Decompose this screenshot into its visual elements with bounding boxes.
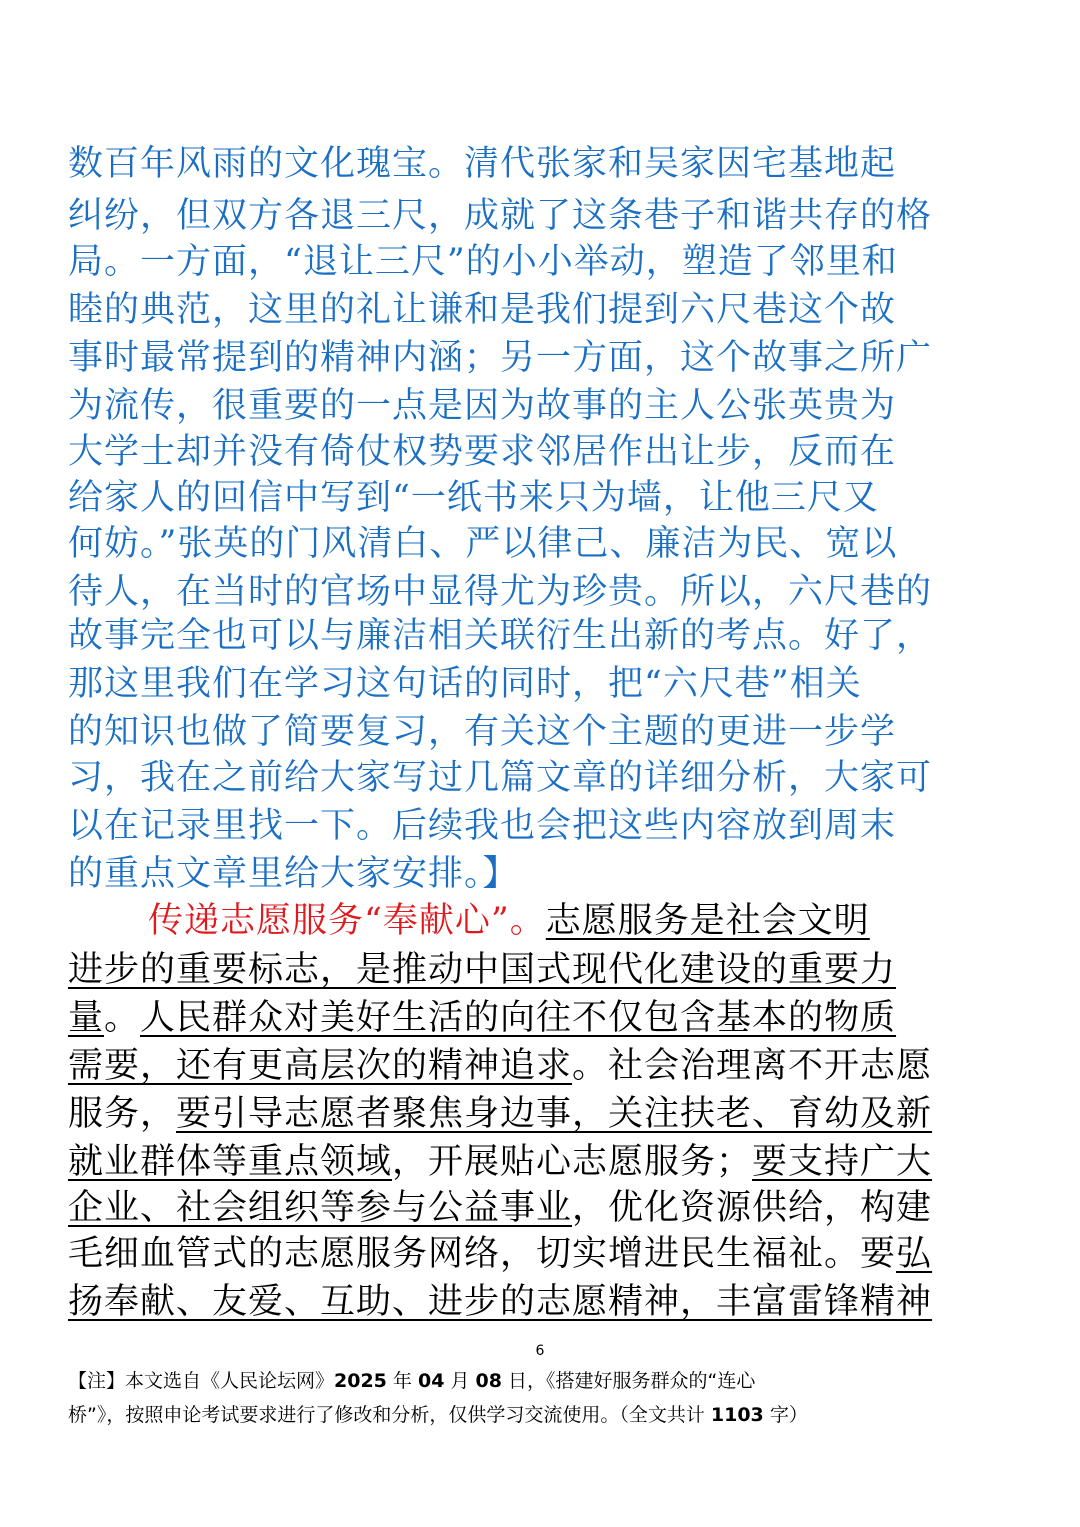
text-line — [68, 1182, 1012, 1234]
text-line — [148, 895, 1012, 947]
text-line: 待人，在当时的官场中显得尤为珍贵。所以，六尺巷的 — [68, 572, 933, 612]
text-line: 的重点文章里给大家安排。】 — [68, 854, 519, 894]
text-line — [68, 1040, 1012, 1092]
underlined-text: 志愿服务是社会文明 — [545, 901, 870, 941]
text-line — [68, 1136, 1012, 1188]
text-line — [68, 992, 1012, 1044]
text-line: 故事完全也可以与廉洁相关联衍生出新的考点。好了， — [68, 616, 933, 656]
text-line: 进步的重要标志，是推动中国式现代化建设的重要力 — [68, 950, 897, 990]
text-line: 事时最常提到的精神内涵；另一方面，这个故事之所广 — [68, 338, 933, 378]
text-line: 数百年风雨的文化瑰宝。清代张家和吴家因宅基地起 — [68, 144, 897, 184]
text-line: 纠纷，但双方各退三尺，成就了这条巷子和谐共存的格 — [68, 196, 933, 236]
text-line: 那这里我们在学习这句话的同时，把“六尺巷”相关 — [68, 664, 862, 704]
note-text: 字） — [763, 1404, 808, 1426]
text-line: 以在记录里找一下。后续我也会把这些内容放到周末 — [68, 806, 897, 846]
text-line: 的知识也做了简要复习，有关这个主题的更进一步学 — [68, 712, 897, 752]
plain-text: ，开展贴心志愿服务； — [392, 1142, 753, 1182]
note-text: 月 — [444, 1370, 476, 1392]
note-year: 2025 — [334, 1370, 387, 1392]
text-line: 习，我在之前给大家写过几篇文章的详细分析，大家可 — [68, 758, 933, 798]
underlined-text: 要引导志愿者聚焦身边事，关注扶老、育幼及新 — [176, 1094, 933, 1134]
underlined-text: 要支持广大 — [752, 1142, 933, 1182]
underlined-text: 需要，还有更高层次的精神追求 — [68, 1046, 573, 1086]
text-line: 扬奉献、友爱、互助、进步的志愿精神，丰富雷锋精神 — [68, 1282, 933, 1322]
note-text: 日，《搭建好服务群众的“连心 — [502, 1370, 756, 1392]
note-month: 04 — [418, 1370, 445, 1392]
text-line: 局。一方面，“退让三尺”的小小举动，塑造了邻里和 — [68, 242, 898, 282]
text-line: 大学士却并没有倚仗权势要求邻居作出让步，反而在 — [68, 432, 897, 472]
note-text: 【注】本文选自《人民论坛网》 — [68, 1370, 335, 1392]
plain-text: 毛细血管式的志愿服务网络，切实增进民生福祉。要 — [68, 1234, 897, 1274]
note-line — [68, 1364, 1012, 1398]
underlined-text: 企业、社会组织等参与公益事业 — [68, 1188, 573, 1228]
text-line: 给家人的回信中写到“一纸书来只为墙，让他三尺又 — [68, 478, 879, 518]
underlined-text: 量 — [68, 998, 105, 1038]
text-line: 为流传，很重要的一点是因为故事的主人公张英贵为 — [68, 386, 897, 426]
note-text: 年 — [386, 1370, 418, 1392]
note-line — [68, 1398, 1012, 1432]
underlined-text: 人民群众对美好生活的向往不仅包含基本的物质 — [140, 998, 897, 1038]
plain-text: 。 — [104, 998, 141, 1038]
plain-text: 服务， — [68, 1094, 177, 1134]
section-heading: 传递志愿服务“奉献心”。 — [148, 901, 546, 941]
underlined-text: 弘 — [896, 1234, 933, 1274]
plain-text: ，优化资源供给，构建 — [572, 1188, 933, 1228]
note-day: 08 — [475, 1370, 502, 1392]
underlined-text: 就业群体等重点领域 — [68, 1142, 393, 1182]
note-text: 桥”》，按照申论考试要求进行了修改和分析，仅供学习交流使用。（全文共计 — [68, 1404, 711, 1426]
note-count: 1103 — [710, 1404, 764, 1426]
text-line — [68, 1088, 1012, 1140]
plain-text: 。社会治理离不开志愿 — [572, 1046, 933, 1086]
text-line: 睦的典范，这里的礼让谦和是我们提到六尺巷这个故 — [68, 290, 897, 330]
text-line: 何妨。”张英的门风清白、严以律己、廉洁为民、宽以 — [68, 524, 898, 564]
page-number: 6 — [535, 1343, 545, 1359]
text-line — [68, 1228, 1012, 1280]
